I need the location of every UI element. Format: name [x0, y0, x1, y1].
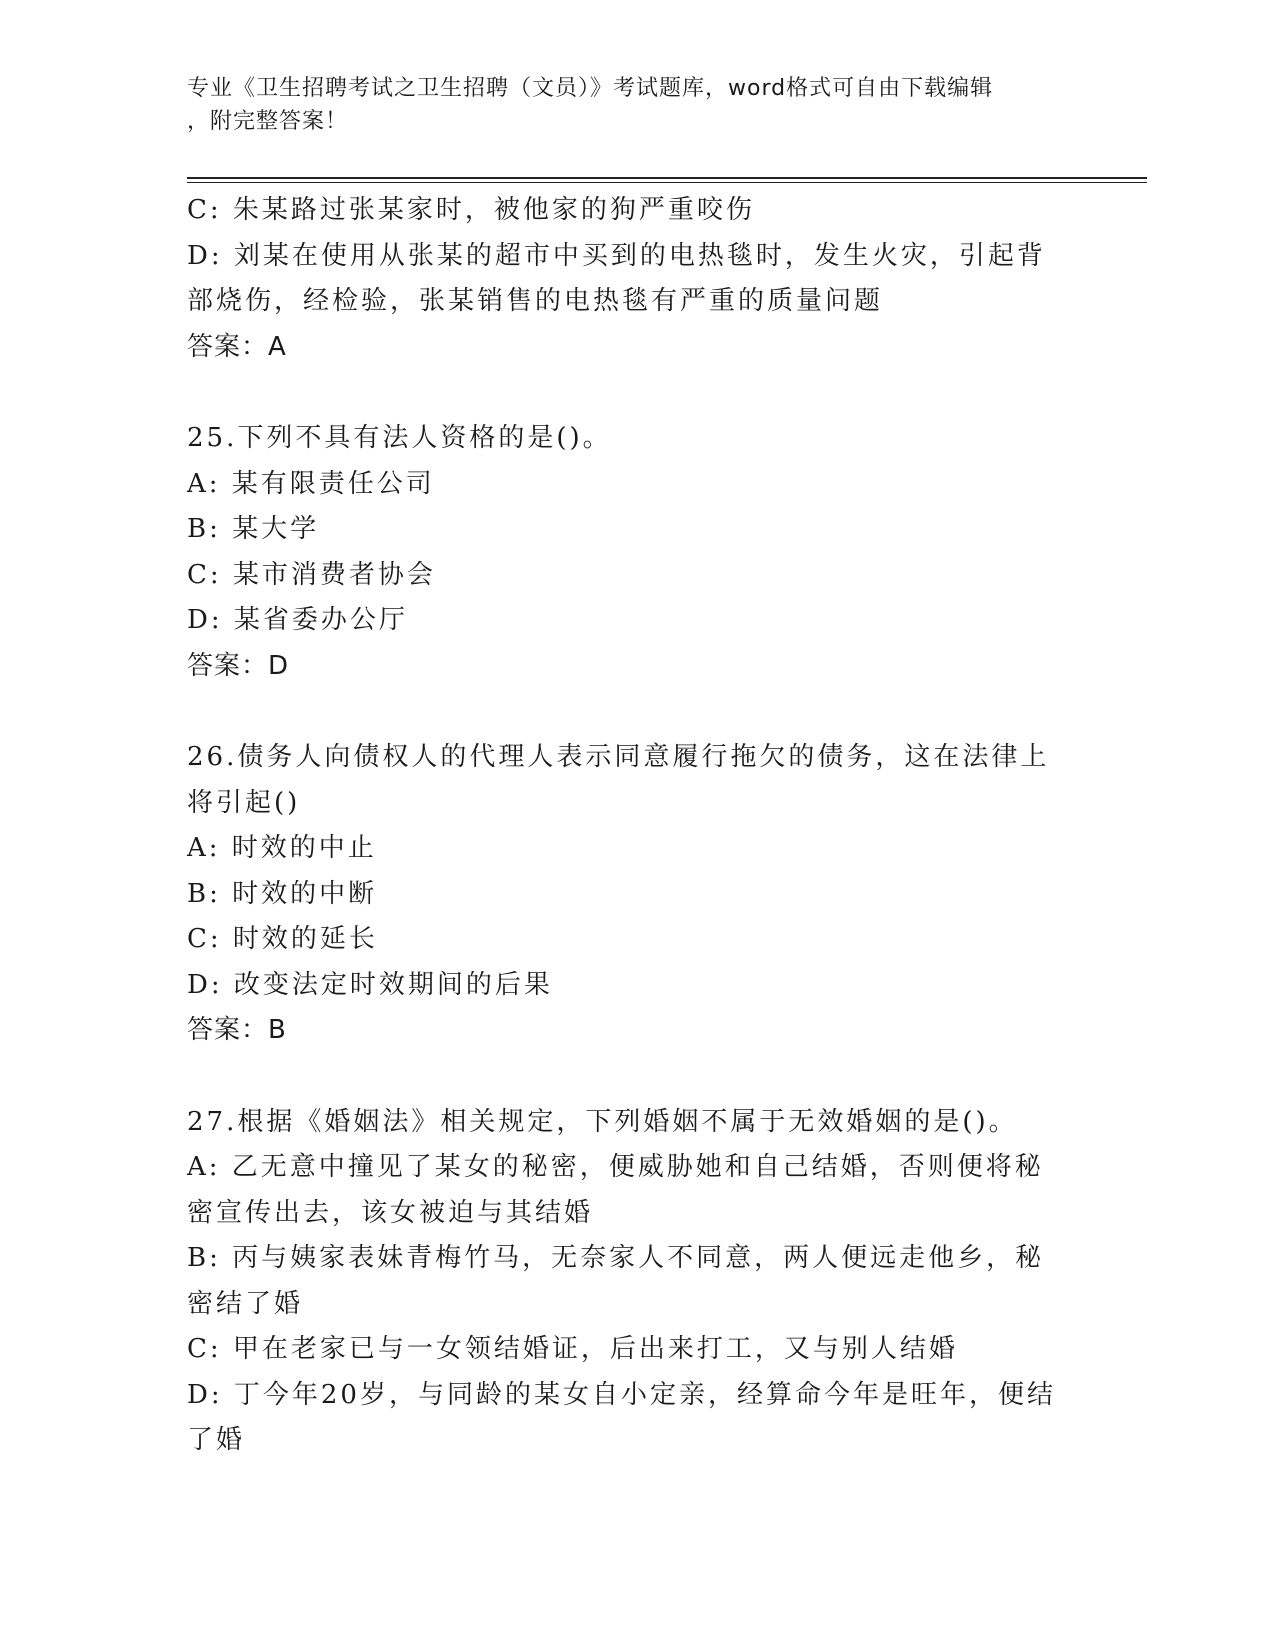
option-d: D: 改变法定时效期间的后果 — [187, 969, 553, 1000]
option-c: C: 时效的延长 — [187, 924, 378, 954]
option-d: D: 刘某在使用从张某的超市中买到的电热毯时，发生火灾，引起背部烧伤，经检验，张某销售的电热毯有严重的质量问题 — [187, 240, 1046, 316]
answer: 答案：D — [187, 650, 290, 681]
header-line-2: ，附完整答案！ — [187, 109, 349, 134]
option-b: B: 丙与姨家表妹青梅竹马，无奈家人不同意，两人便远走他乡，秘密结了婚 — [187, 1243, 1045, 1319]
option-d: D: 丁今年20岁，与同龄的某女自小定亲，经算命今年是旺年，便结了婚 — [187, 1379, 1056, 1455]
answer: 答案：B — [187, 1015, 287, 1045]
question-25 — [187, 416, 1067, 689]
header-line-1: 专业《卫生招聘考试之卫生招聘（文员）》考试题库，word格式可自由下载编辑 — [187, 76, 994, 101]
option-b: B: 某大学 — [187, 514, 320, 544]
question-stem: 27.根据《婚姻法》相关规定，下列婚姻不属于无效婚姻的是()。 — [187, 1106, 1018, 1137]
option-d: D: 某省委办公厅 — [187, 605, 408, 635]
question-stem: 26.债务人向债权人的代理人表示同意履行拖欠的债务，这在法律上将引起() — [187, 742, 1050, 818]
document-header — [187, 72, 1067, 138]
option-a: A: 某有限责任公司 — [187, 468, 435, 499]
header-rule-thick — [187, 177, 1147, 179]
question-stem: 25.下列不具有法人资格的是()。 — [187, 423, 612, 453]
option-b: B: 时效的中断 — [187, 878, 378, 909]
option-a: A: 时效的中止 — [187, 833, 377, 863]
option-c: C: 甲在老家已与一女领结婚证，后出来打工，又与别人结婚 — [187, 1334, 958, 1364]
option-c: C: 某市消费者协会 — [187, 559, 436, 590]
document-body — [187, 188, 1067, 1464]
question-27 — [187, 1100, 1067, 1464]
option-c: C: 朱某路过张某家时，被他家的狗严重咬伤 — [187, 195, 755, 225]
option-a: A: 乙无意中撞见了某女的秘密，便威胁她和自己结婚，否则便将秘密宣传出去，该女被迫与其结婚 — [187, 1152, 1044, 1228]
answer: 答案：A — [187, 331, 287, 362]
question-26 — [187, 735, 1067, 1054]
header-rule-thin — [187, 182, 1147, 183]
question-24-tail — [187, 188, 1067, 370]
